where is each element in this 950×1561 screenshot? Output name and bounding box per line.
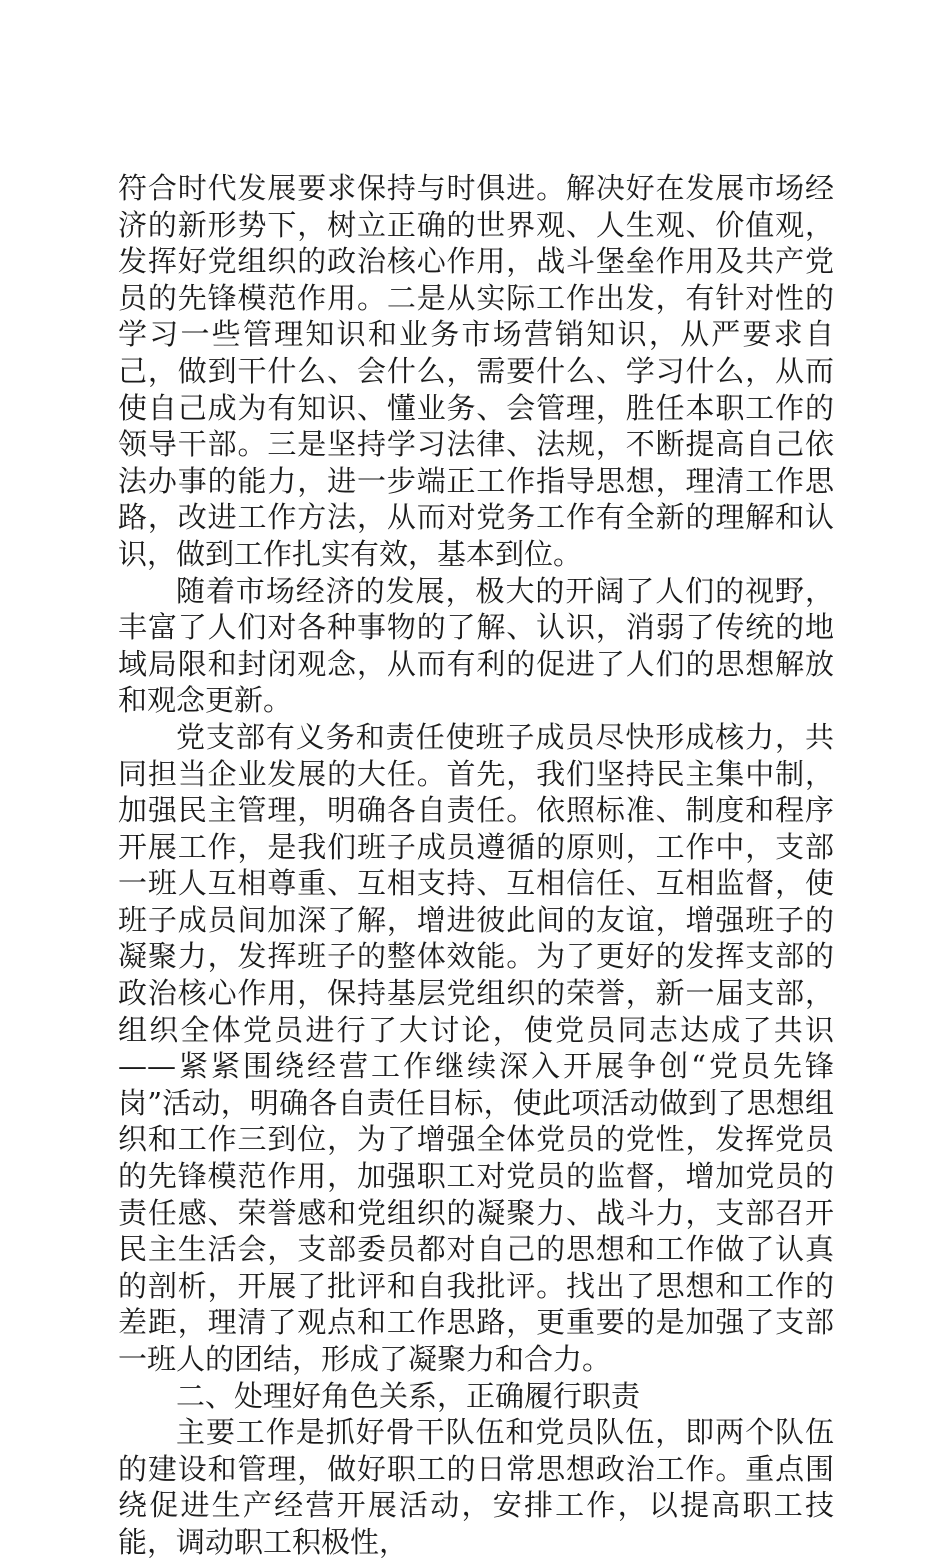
paragraph-main-work: 主要工作是抓好骨干队伍和党员队伍，即两个队伍的建设和管理，做好职工的日常思想政治工作。重点围绕促进生产经营开展活动，安排工作，以提高职工技能，调动职工积极性， bbox=[118, 1415, 834, 1559]
paragraph-continuation: 符合时代发展要求保持与时俱进。解决好在发展市场经济的新形势下，树立正确的世界观、人生观、价值观，发挥好党组织的政治核心作用，战斗堡垒作用及共产党员的先锋模范作用。二是从实际工作出发，有针对性的学习一些管理知识和业务市场营销知识，从严要求自己，做到干什么、会什么，需要什么、学习什么，从而使自己成为有知识、懂业务、会管理，胜任本职工作的领导干部。三是坚持学习法律、法规，不断提高自己依法办事的能力，进一步端正工作指导思想，理清工作思路，改进工作方法，从而对党务工作有全新的理解和认识，做到工作扎实有效，基本到位。 bbox=[118, 171, 834, 571]
document-page bbox=[118, 170, 834, 1561]
paragraph-market-economy: 随着市场经济的发展，极大的开阔了人们的视野，丰富了人们对各种事物的了解、认识，消弱了传统的地域局限和封闭观念，从而有利的促进了人们的思想解放和观念更新。 bbox=[118, 573, 834, 718]
paragraph-party-branch: 党支部有义务和责任使班子成员尽快形成核力，共同担当企业发展的大任。首先，我们坚持民主集中制，加强民主管理，明确各自责任。依照标准、制度和程序开展工作，是我们班子成员遵循的原则，工作中，支部一班人互相尊重、互相支持、互相信任、互相监督，使班子成员间加深了解，增进彼此间的友谊，增强班子的凝聚力，发挥班子的整体效能。为了更好的发挥支部的政治核心作用，保持基层党组织的荣誉，新一届支部，组织全体党员进行了大讨论，使党员同志达成了共识——紧紧围绕经营工作继续深入开展争创“党员先锋岗”活动，明确各自责任目标，使此项活动做到了思想组织和工作三到位，为了增强全体党员的党性，发挥党员的先锋模范作用，加强职工对党员的监督，增加党员的责任感、荣誉感和党组织的凝聚力、战斗力，支部召开民主生活会，支部委员都对自己的思想和工作做了认真的剖析，开展了批评和自我批评。找出了思想和工作的差距，理清了观点和工作思路，更重要的是加强了支部一班人的团结，形成了凝聚力和合力。 bbox=[118, 719, 834, 1376]
section-heading-roles: 二、处理好角色关系，正确履行职责 bbox=[176, 1378, 641, 1413]
